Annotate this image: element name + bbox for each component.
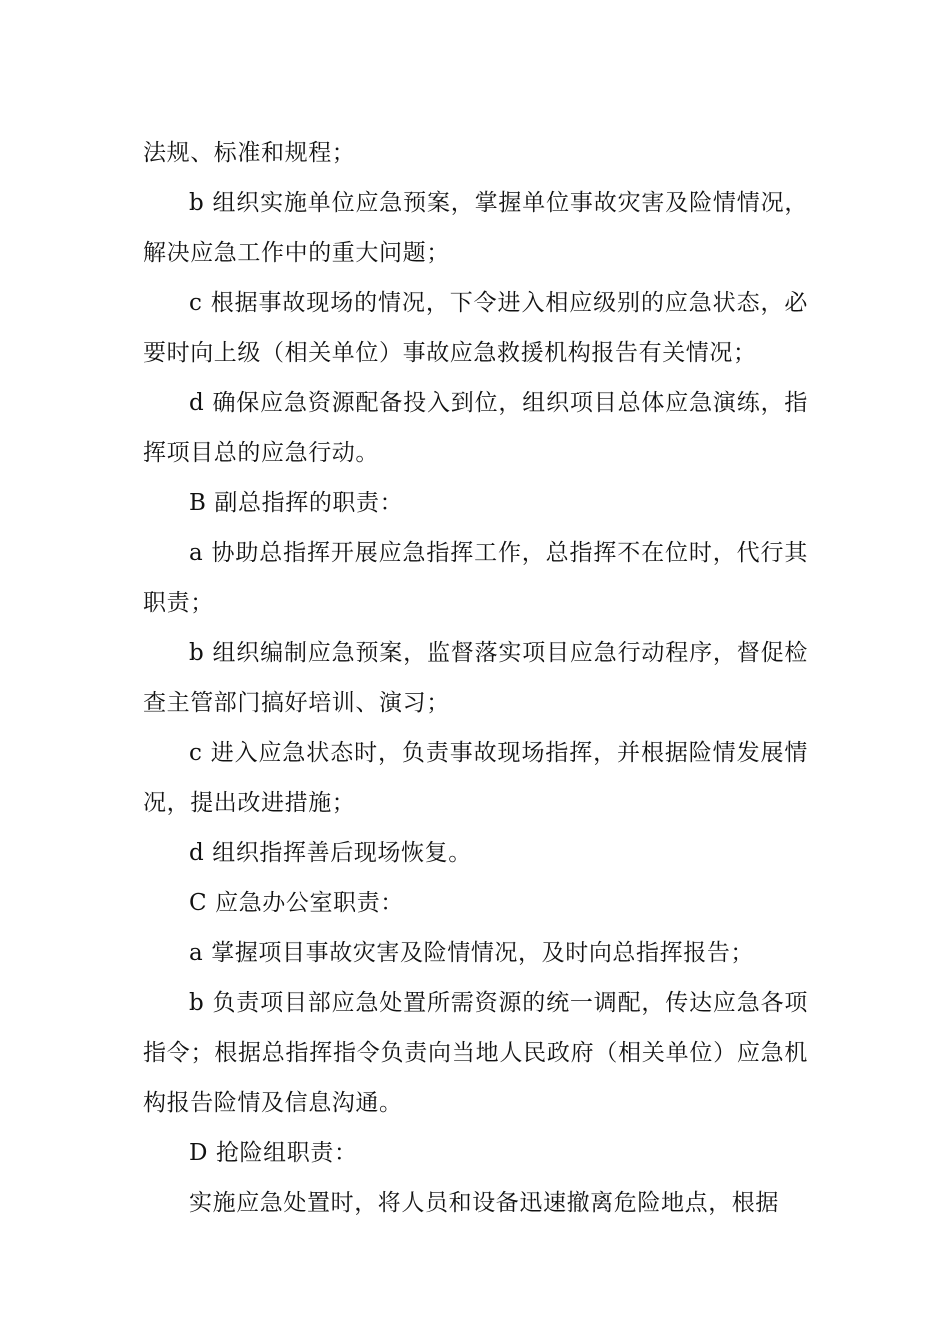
paragraph: 法规、标准和规程； <box>143 140 356 166</box>
document-body <box>143 128 808 1228</box>
paragraph: d 组织指挥善后现场恢复。 <box>189 840 472 866</box>
paragraph: 实施应急处置时，将人员和设备迅速撤离危险地点，根据 <box>189 1190 779 1216</box>
paragraph: c 根据事故现场的情况，下令进入相应级别的应急状态，必要时向上级（相关单位）事故应急救援机构报告有关情况； <box>143 290 808 366</box>
paragraph: b 组织实施单位应急预案，掌握单位事故灾害及险情情况，解决应急工作中的重大问题； <box>143 190 808 266</box>
paragraph: b 负责项目部应急处置所需资源的统一调配，传达应急各项指令；根据总指挥指令负责向当地人民政府（相关单位）应急机构报告险情及信息沟通。 <box>143 990 808 1116</box>
paragraph: a 协助总指挥开展应急指挥工作，总指挥不在位时，代行其职责； <box>143 540 808 616</box>
section-heading: D 抢险组职责： <box>189 1140 358 1166</box>
paragraph: b 组织编制应急预案，监督落实项目应急行动程序，督促检查主管部门搞好培训、演习； <box>143 640 808 716</box>
paragraph: d 确保应急资源配备投入到位，组织项目总体应急演练，指挥项目总的应急行动。 <box>143 390 808 466</box>
paragraph: c 进入应急状态时，负责事故现场指挥，并根据险情发展情况，提出改进措施； <box>143 740 808 816</box>
section-heading: C 应急办公室职责： <box>189 890 404 916</box>
section-heading: B 副总指挥的职责： <box>189 490 404 516</box>
paragraph: a 掌握项目事故灾害及险情情况，及时向总指挥报告； <box>189 940 755 966</box>
